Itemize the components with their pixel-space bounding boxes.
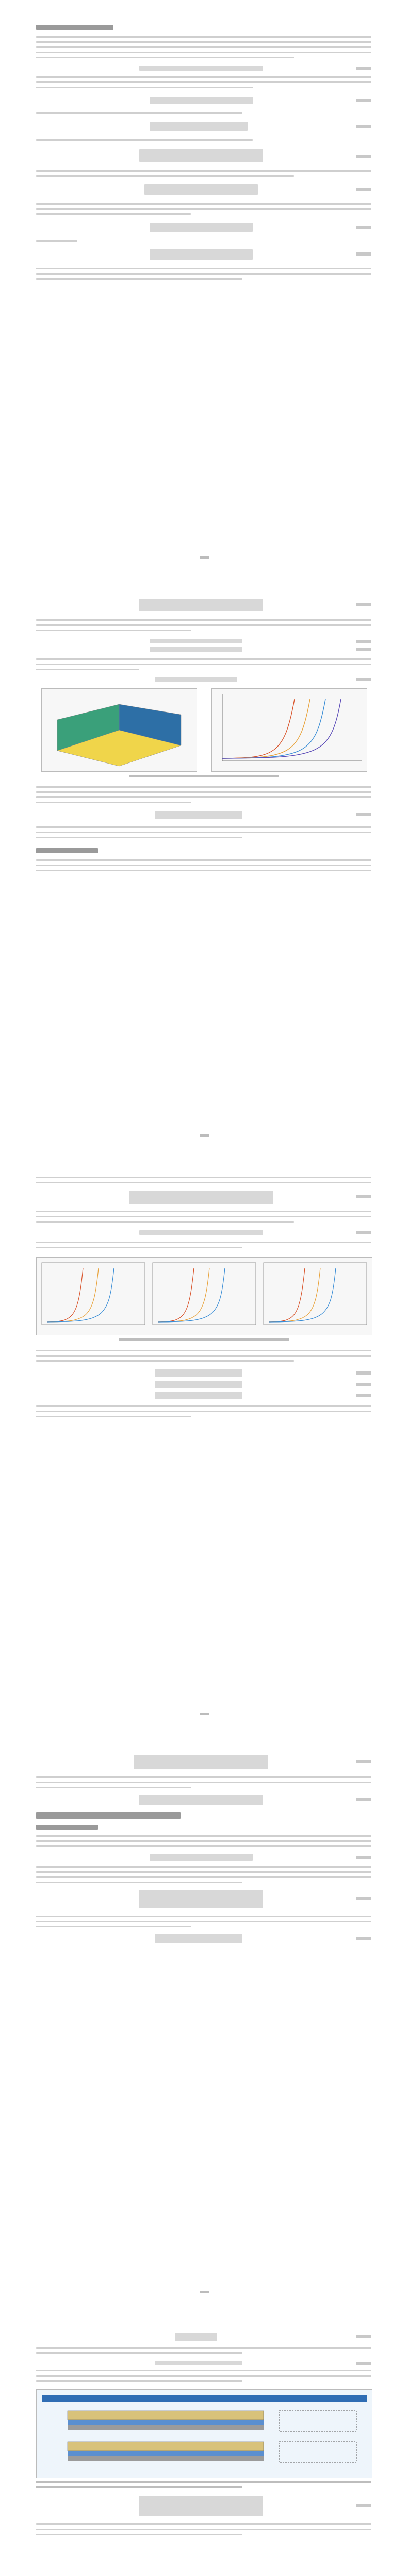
text-line bbox=[36, 57, 294, 58]
text-line bbox=[36, 826, 371, 828]
equation bbox=[139, 599, 263, 611]
section-heading bbox=[36, 25, 113, 30]
text-line bbox=[36, 1360, 294, 1362]
multi-panel-graphic bbox=[37, 1258, 372, 1335]
equation bbox=[150, 122, 248, 131]
text-line bbox=[36, 1411, 371, 1412]
page-number bbox=[200, 2291, 209, 2293]
equation bbox=[144, 184, 258, 195]
text-line bbox=[36, 81, 371, 83]
equation bbox=[150, 97, 253, 104]
equation-number bbox=[356, 1856, 371, 1859]
text-line bbox=[36, 837, 242, 838]
figure-multi-panel-plot bbox=[36, 1257, 372, 1335]
text-line bbox=[36, 1866, 371, 1868]
text-line bbox=[36, 170, 371, 172]
equation bbox=[139, 1890, 263, 1908]
equation-number bbox=[356, 640, 371, 643]
equation-number bbox=[356, 155, 371, 158]
equation-number bbox=[356, 252, 371, 256]
text-line bbox=[36, 2380, 242, 2382]
page-number bbox=[200, 1713, 209, 1715]
equation bbox=[155, 1392, 242, 1399]
text-line bbox=[36, 1926, 191, 1927]
figure-line-plot bbox=[211, 688, 367, 772]
text-line bbox=[36, 630, 191, 631]
text-line bbox=[36, 2347, 371, 2349]
text-line bbox=[36, 87, 253, 88]
text-line bbox=[36, 786, 371, 788]
text-line bbox=[36, 1405, 371, 1407]
equation bbox=[150, 647, 242, 652]
text-line bbox=[36, 1221, 294, 1223]
page-5 bbox=[0, 2312, 409, 2576]
figure-caption-continued bbox=[36, 2486, 242, 2488]
equation-number bbox=[356, 2335, 371, 2338]
text-line bbox=[36, 796, 371, 798]
equation bbox=[139, 2496, 263, 2516]
text-line bbox=[36, 832, 371, 833]
equation bbox=[129, 1191, 273, 1204]
text-line bbox=[36, 112, 242, 114]
page-3 bbox=[0, 1156, 409, 1734]
figure-device-schematic bbox=[36, 2389, 372, 2478]
equation-number bbox=[356, 678, 371, 681]
text-line bbox=[36, 46, 371, 48]
text-line bbox=[36, 278, 242, 280]
text-line bbox=[36, 208, 371, 210]
line-plot-graphic bbox=[212, 689, 367, 771]
text-line bbox=[36, 865, 371, 866]
text-line bbox=[36, 1845, 371, 1847]
text-line bbox=[36, 1355, 371, 1357]
equation bbox=[150, 639, 242, 643]
text-line bbox=[36, 624, 371, 626]
equation-number bbox=[356, 1383, 371, 1386]
page-1 bbox=[0, 0, 409, 578]
page-number bbox=[200, 1134, 209, 1137]
equation-number bbox=[356, 603, 371, 606]
text-line bbox=[36, 1247, 242, 1248]
text-line bbox=[36, 1882, 242, 1883]
figure-caption bbox=[129, 775, 279, 777]
text-line bbox=[36, 1211, 371, 1212]
equation-number bbox=[356, 1371, 371, 1375]
text-line bbox=[36, 1840, 371, 1842]
equation-number bbox=[356, 99, 371, 102]
text-line bbox=[36, 1921, 371, 1922]
equation bbox=[155, 1934, 242, 1943]
equation bbox=[150, 249, 253, 260]
text-line bbox=[36, 658, 371, 660]
equation-number bbox=[356, 1231, 371, 1234]
text-line bbox=[36, 1216, 371, 1217]
equation bbox=[175, 2333, 217, 2341]
equation bbox=[155, 1381, 242, 1388]
equation bbox=[134, 1755, 268, 1769]
text-line bbox=[36, 213, 191, 215]
equation bbox=[155, 811, 242, 819]
equation bbox=[150, 223, 253, 232]
text-line bbox=[36, 2352, 242, 2354]
figure-surface-plot bbox=[41, 688, 197, 772]
text-line bbox=[36, 139, 253, 141]
text-line bbox=[36, 1177, 371, 1178]
figure-caption bbox=[36, 2481, 371, 2483]
text-line bbox=[36, 1416, 191, 1417]
text-line bbox=[36, 2523, 371, 2525]
text-line bbox=[36, 1835, 371, 1837]
text-line bbox=[36, 1776, 371, 1778]
text-line bbox=[36, 791, 371, 793]
equation-number bbox=[356, 1897, 371, 1900]
figure-caption bbox=[119, 1338, 289, 1341]
equation-number bbox=[356, 1195, 371, 1198]
text-line bbox=[36, 2534, 242, 2535]
equation-number bbox=[356, 648, 371, 651]
equation bbox=[155, 1369, 242, 1377]
text-line bbox=[36, 1782, 371, 1783]
text-line bbox=[36, 175, 294, 177]
text-line bbox=[36, 1242, 371, 1243]
equation-number bbox=[356, 1394, 371, 1397]
equation-number bbox=[356, 226, 371, 229]
text-line bbox=[36, 1871, 371, 1873]
text-line bbox=[36, 36, 371, 38]
text-line bbox=[36, 802, 191, 803]
page-2 bbox=[0, 578, 409, 1156]
text-line bbox=[36, 1916, 371, 1917]
text-line bbox=[36, 240, 77, 242]
text-line bbox=[36, 203, 371, 205]
text-line bbox=[36, 1876, 371, 1878]
equation-number bbox=[356, 67, 371, 70]
text-line bbox=[36, 859, 371, 861]
equation-number bbox=[356, 813, 371, 816]
equation bbox=[155, 2361, 242, 2365]
equation bbox=[139, 66, 263, 71]
equation-number bbox=[356, 188, 371, 191]
text-line bbox=[36, 2370, 371, 2371]
text-line bbox=[36, 1350, 371, 1351]
equation-number bbox=[356, 2362, 371, 2365]
surface-plot-graphic bbox=[42, 689, 197, 771]
device-schematic-graphic bbox=[37, 2390, 372, 2478]
text-line bbox=[36, 1787, 191, 1788]
text-line bbox=[36, 76, 371, 78]
text-line bbox=[36, 1182, 371, 1183]
page-4 bbox=[0, 1734, 409, 2312]
equation-number bbox=[356, 125, 371, 128]
text-line bbox=[36, 870, 371, 871]
text-line bbox=[36, 2529, 371, 2530]
text-line bbox=[36, 619, 371, 621]
equation bbox=[150, 1854, 253, 1861]
equation bbox=[139, 149, 263, 162]
text-line bbox=[36, 273, 371, 275]
text-line bbox=[36, 2375, 371, 2377]
equation bbox=[139, 1230, 263, 1235]
equation-number bbox=[356, 1937, 371, 1940]
section-heading bbox=[36, 1812, 181, 1819]
section-heading bbox=[36, 848, 98, 853]
equation-number bbox=[356, 1798, 371, 1801]
equation bbox=[139, 1795, 263, 1805]
text-line bbox=[36, 52, 371, 53]
text-line bbox=[36, 268, 371, 269]
subsection-heading bbox=[36, 1825, 98, 1830]
text-line bbox=[36, 664, 371, 665]
page-number bbox=[200, 556, 209, 559]
text-line bbox=[36, 669, 139, 670]
equation-number bbox=[356, 2504, 371, 2507]
equation-number bbox=[356, 1760, 371, 1763]
text-line bbox=[36, 41, 371, 43]
equation bbox=[155, 677, 237, 682]
